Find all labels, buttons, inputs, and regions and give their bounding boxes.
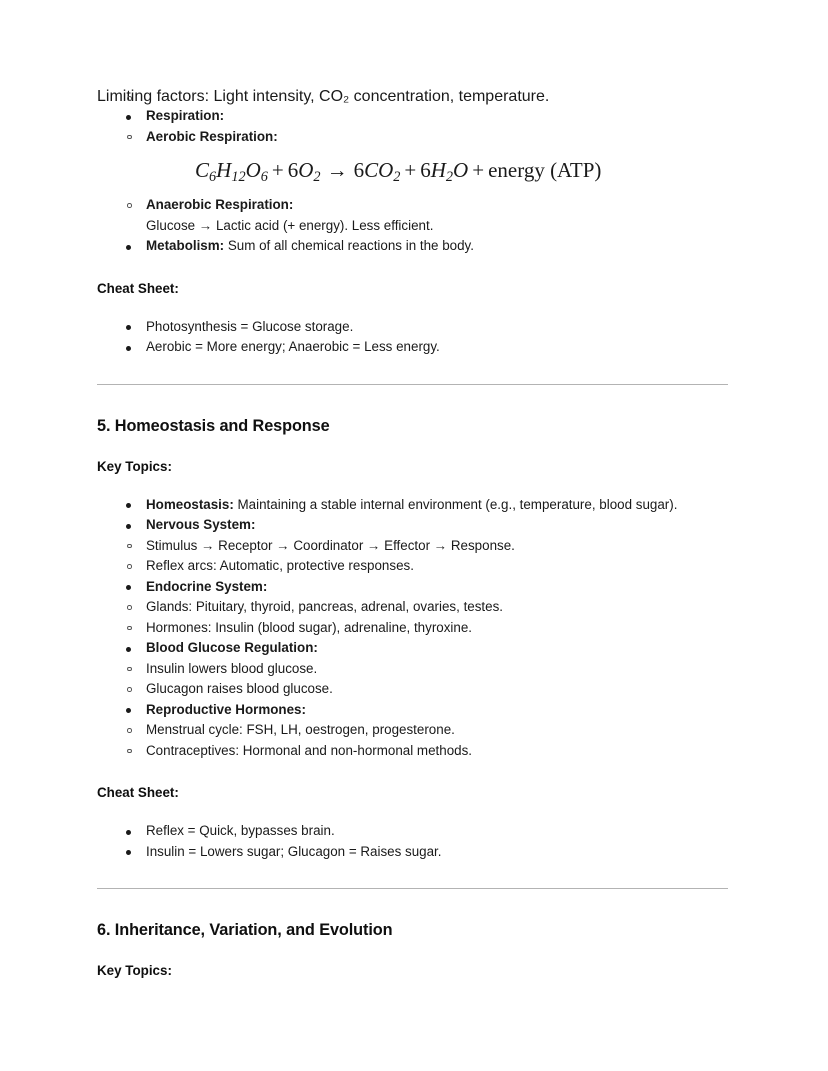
blood-glucose-sub-text: Glucagon raises blood glucose. [146,681,333,696]
list-item [97,618,728,639]
hollow-bullet-icon [127,96,132,101]
endocrine-system-sublist [97,597,728,638]
key-topics-heading-5: Key Topics: [97,458,172,474]
eq-h2-sub: 2 [445,168,454,185]
list-item [97,842,728,863]
spacer [97,941,728,961]
cheat-sheet-list-1 [97,317,728,358]
metabolism-list [97,236,728,257]
eq-six-1: 6 [287,158,299,182]
list-item [97,720,728,741]
section-6-heading: 6. Inheritance, Variation, and Evolution [97,921,393,939]
eq-o3: O [453,158,469,182]
nervous-sub-text: Stimulus → Receptor → Coordinator → Effector → Response. [146,537,515,553]
list-item [97,659,728,680]
spacer [97,385,728,415]
cheat-item-text: Insulin = Lowers sugar; Glucagon = Raises sugar. [146,843,442,859]
list-item-metabolism [97,236,728,257]
endocrine-sub-text: Hormones: Insulin (blood sugar), adrenaline, thyroxine. [146,619,473,635]
respiration-label: Respiration: [146,108,225,123]
list-item-limiting-factors [97,88,728,106]
metabolism-text: Sum of all chemical reactions in the body. [224,238,474,253]
spacer [97,257,728,279]
list-item [97,337,728,358]
cheat-sheet-list-5 [97,821,728,862]
homeostasis-text: Maintaining a stable internal environment (e.g., temperature, blood sugar). [233,496,678,512]
spacer [97,803,728,821]
eq-c-sub: 6 [209,168,217,185]
spacer [97,437,728,457]
metabolism-label: Metabolism: [146,238,225,253]
list-item-nervous-system [97,515,728,577]
blood-glucose-label: Blood Glucose Regulation: [146,640,318,655]
section-5-heading: 5. Homeostasis and Response [97,416,330,435]
spacer [97,862,728,888]
list-item-anaerobic-respiration [97,195,728,216]
list-item-respiration [97,106,728,127]
list-item [97,536,728,557]
nervous-sub-text: Reflex arcs: Automatic, protective responses. [146,558,414,573]
section-5-topics-list [97,495,728,762]
key-topics-heading-6: Key Topics: [97,963,172,978]
respiration-sublist [97,127,728,148]
respiration-list [97,106,728,127]
anaerobic-label: Anaerobic Respiration: [146,197,294,212]
cheat-item-text: Reflex = Quick, bypasses brain. [146,823,335,838]
reproductive-hormones-label: Reproductive Hormones: [146,701,306,717]
list-item [97,597,728,618]
eq-o: O [245,158,261,182]
eq-plus-1: + [271,158,284,182]
spacer [97,477,728,495]
anaerobic-sublist [97,195,728,236]
limiting-factors-text: Limiting factors: Light intensity, CO₂ concentration, temperature. [97,88,550,105]
aerobic-respiration-equation [97,155,728,185]
eq-o2: O [298,158,314,182]
list-item [97,556,728,577]
cheat-sheet-heading-1: Cheat Sheet: [97,280,179,296]
cheat-sheet-heading-5: Cheat Sheet: [97,785,179,800]
list-item-homeostasis [97,495,728,516]
eq-plus-2: + [404,158,417,182]
eq-plus-3: + [472,158,485,182]
eq-arrow-icon: → [326,158,348,182]
eq-co: CO [364,158,394,182]
homeostasis-label: Homeostasis: [146,496,234,512]
anaerobic-detail-line [97,216,728,237]
list-item-endocrine-system [97,577,728,639]
list-item-blood-glucose-regulation [97,638,728,700]
eq-h-sub: 12 [231,168,246,185]
nervous-system-label: Nervous System: [146,517,256,532]
eq-co-sub: 2 [393,168,401,185]
list-item [97,317,728,338]
spacer [97,358,728,384]
photosynthesis-sublist [97,88,728,106]
list-item [97,741,728,762]
eq-h2: H [430,158,446,182]
cheat-item-text: Aerobic = More energy; Anaerobic = Less energy. [146,339,440,354]
eq-o-sub: 6 [260,168,268,185]
spacer [97,299,728,317]
cheat-item-text: Photosynthesis = Glucose storage. [146,318,354,334]
blood-glucose-sub-text: Insulin lowers blood glucose. [146,660,318,676]
aerobic-label: Aerobic Respiration: [146,128,278,144]
spacer [97,185,728,195]
list-item [97,821,728,842]
page-content [97,88,728,981]
blood-glucose-sublist [97,659,728,700]
eq-h: H [216,158,232,182]
reproductive-sub-text: Contraceptives: Hormonal and non-hormonal methods. [146,742,473,758]
spacer [97,761,728,783]
reproductive-sub-text: Menstrual cycle: FSH, LH, oestrogen, progesterone. [146,722,455,737]
spacer [97,889,728,919]
eq-six-3: 6 [420,158,431,182]
nervous-system-sublist [97,536,728,577]
eq-six-2: 6 [353,158,365,182]
spacer [97,147,728,155]
list-item-aerobic-respiration [97,127,728,148]
endocrine-sub-text: Glands: Pituitary, thyroid, pancreas, adrenal, ovaries, testes. [146,599,504,614]
list-item [97,679,728,700]
reproductive-hormones-sublist [97,720,728,761]
eq-o2-sub: 2 [313,168,321,185]
list-item-reproductive-hormones [97,700,728,762]
anaerobic-detail-text: Glucose → Lactic acid (+ energy). Less efficient. [146,217,434,233]
eq-c: C [195,158,210,182]
endocrine-system-label: Endocrine System: [146,578,268,594]
eq-energy-atp: energy (ATP) [488,158,602,182]
